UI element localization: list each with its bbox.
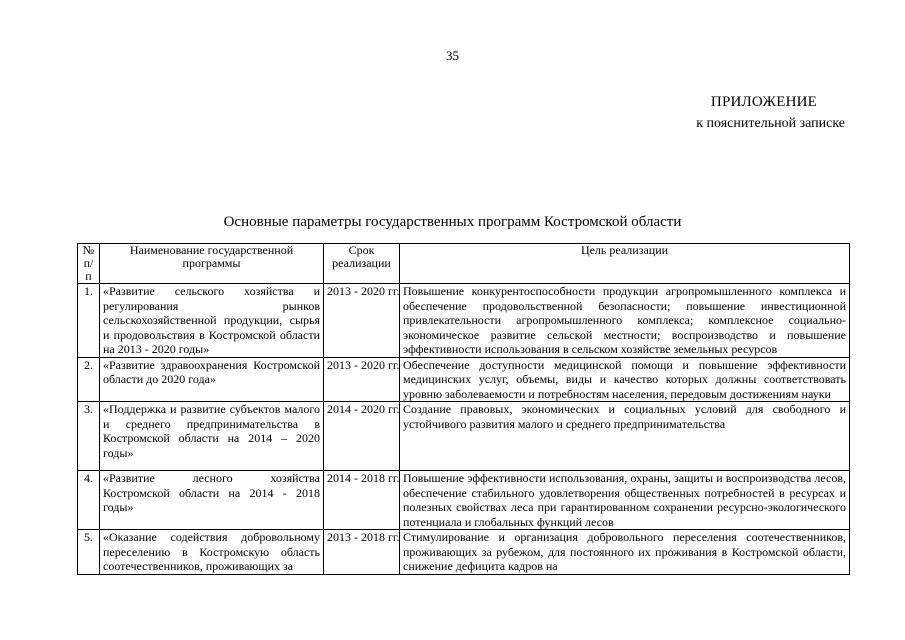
row-goal: Стимулирование и организация добровольного переселения соотечественников, проживающих за рубежом, для постоянного их проживания в Костромской области, снижение дефицита кадров на [400, 530, 850, 575]
row-program-name: «Развитие лесного хозяйства Костромской области на 2014 - 2018 годы» [100, 471, 324, 530]
row-goal: Повышение конкурентоспособности продукции агропромышленного комплекса и обеспечение продовольственной безопасности; повышение инвестиционной привлекательности агропромышленного комплекса; комплексное социально-экономическое развитие сельской местности; воспроизводство и повышение эффективности использования в сельском хозяйстве земельных ресурсов [400, 284, 850, 358]
table-row [78, 530, 850, 575]
row-program-name: «Развитие сельского хозяйства и регулирования рынков сельскохозяйственной продукции, сырья и продовольствия в Костромской области на 2013 - 2020 годы» [100, 284, 324, 358]
table-header-row [78, 244, 850, 284]
header-name: Наименование государственной программы [100, 244, 324, 284]
row-num: 3. [78, 402, 100, 471]
row-goal: Обеспечение доступности медицинской помощи и повышение эффективности медицинских услуг, объемы, виды и качество которых должны соответствовать уровню заболеваемости и потребностям населения, передовым достижениям науки [400, 357, 850, 402]
row-term: 2014 - 2020 гг. [324, 402, 400, 471]
appendix-title: ПРИЛОЖЕНИЕ [710, 94, 817, 110]
page-number: 35 [446, 48, 459, 63]
header-num: № п/п [78, 244, 100, 284]
row-num: 5. [78, 530, 100, 575]
row-num: 1. [78, 284, 100, 358]
row-goal: Создание правовых, экономических и социальных условий для свободного и устойчивого развития малого и среднего предпринимательства [400, 402, 850, 471]
document-title: Основные параметры государственных программ Костромской области [223, 214, 682, 230]
row-term: 2013 - 2018 гг. [324, 530, 400, 575]
header-goal: Цель реализации [400, 244, 850, 284]
row-goal: Повышение эффективности использования, охраны, защиты и воспроизводства лесов, обеспечение стабильного удовлетворения общественных потребностей в ресурсах и полезных свойствах леса при гарантированном сохранении ресурсно-экологического потенциала и глобальных функций лесов [400, 471, 850, 530]
row-program-name: «Оказание содействия добровольному переселению в Костромскую область соотечественников, проживающих за [100, 530, 324, 575]
table-row [78, 357, 850, 402]
row-term: 2013 - 2020 гг. [324, 357, 400, 402]
row-term: 2013 - 2020 гг. [324, 284, 400, 358]
row-program-name: «Развитие здравоохранения Костромской области до 2020 года» [100, 357, 324, 402]
programs-table [77, 243, 850, 575]
row-num: 2. [78, 357, 100, 402]
row-program-name: «Поддержка и развитие субъектов малого и среднего предпринимательства в Костромской области на 2014 – 2020 годы» [100, 402, 324, 471]
row-term: 2014 - 2018 гг. [324, 471, 400, 530]
table-row [78, 402, 850, 471]
header-term: Срок реализации [324, 244, 400, 284]
row-num: 4. [78, 471, 100, 530]
appendix-subtitle: к пояснительной записке [696, 116, 845, 131]
table-row [78, 471, 850, 530]
table-row [78, 284, 850, 358]
